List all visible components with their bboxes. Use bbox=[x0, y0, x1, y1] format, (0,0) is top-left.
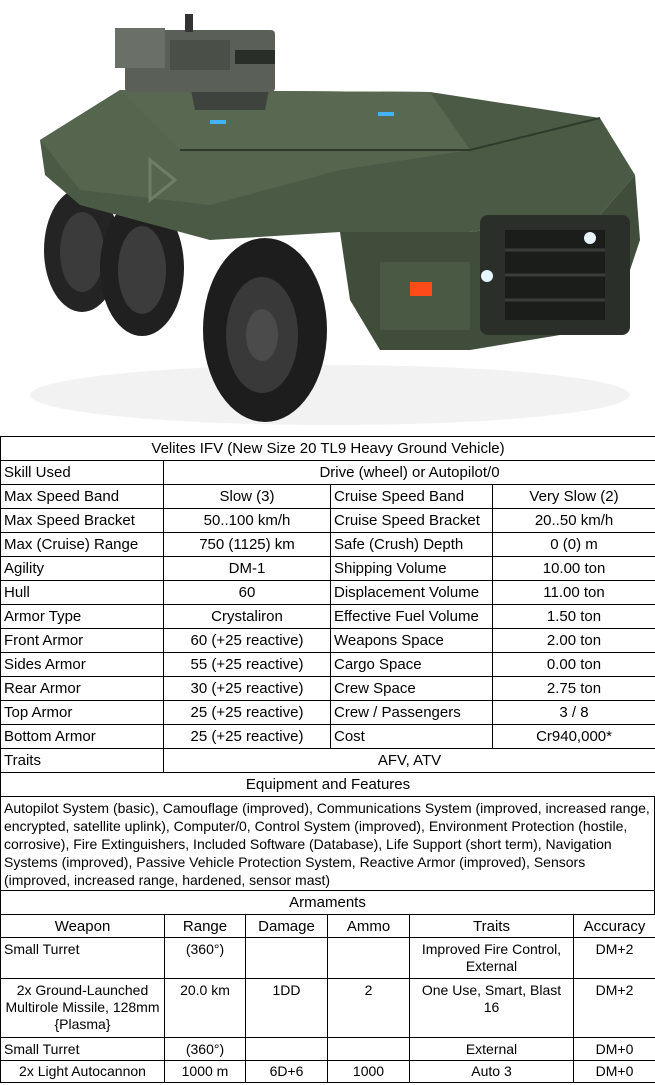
stat-row bbox=[1, 701, 655, 725]
stat-value: 25 (+25 reactive) bbox=[164, 701, 331, 725]
armament-row bbox=[1, 938, 655, 979]
stat-value: Crystaliron bbox=[164, 605, 331, 629]
armament-row bbox=[1, 979, 655, 1038]
range-cell: (360°) bbox=[165, 938, 246, 979]
stat-value: DM-1 bbox=[164, 557, 331, 581]
stat-label: Safe (Crush) Depth bbox=[331, 533, 493, 557]
stat-value: 25 (+25 reactive) bbox=[164, 725, 331, 749]
damage-cell bbox=[246, 938, 328, 979]
column-header: Accuracy bbox=[574, 915, 655, 938]
stat-label: Cost bbox=[331, 725, 493, 749]
spec-table bbox=[0, 436, 655, 797]
accuracy-cell: DM+2 bbox=[574, 979, 655, 1038]
stat-label: Sides Armor bbox=[1, 653, 164, 677]
accuracy-cell: DM+0 bbox=[574, 1061, 655, 1083]
stat-row bbox=[1, 653, 655, 677]
stat-value: 0.00 ton bbox=[493, 653, 655, 677]
stat-label: Top Armor bbox=[1, 701, 164, 725]
damage-cell bbox=[246, 1038, 328, 1061]
stat-value: Very Slow (2) bbox=[493, 485, 655, 509]
traits-row bbox=[1, 749, 655, 773]
equipment-heading-row bbox=[1, 773, 655, 797]
equipment-row bbox=[1, 797, 655, 891]
vehicle-illustration bbox=[0, 0, 655, 436]
armaments-header-row bbox=[1, 915, 655, 938]
ammo-cell bbox=[328, 938, 410, 979]
stat-value: 2.75 ton bbox=[493, 677, 655, 701]
damage-cell: 6D+6 bbox=[246, 1061, 328, 1083]
stat-value: 3 / 8 bbox=[493, 701, 655, 725]
stat-label: Cargo Space bbox=[331, 653, 493, 677]
stat-value: 30 (+25 reactive) bbox=[164, 677, 331, 701]
stat-label: Crew / Passengers bbox=[331, 701, 493, 725]
vehicle-title: Velites IFV (New Size 20 TL9 Heavy Ground Vehicle) bbox=[1, 437, 655, 461]
weapon-cell: 2x Ground-Launched Multirole Missile, 128mm {Plasma} bbox=[1, 979, 165, 1038]
stat-label: Front Armor bbox=[1, 629, 164, 653]
stat-value: 50..100 km/h bbox=[164, 509, 331, 533]
range-cell: 1000 m bbox=[165, 1061, 246, 1083]
stat-value: 60 (+25 reactive) bbox=[164, 629, 331, 653]
traits-label: Traits bbox=[1, 749, 164, 773]
stat-row bbox=[1, 629, 655, 653]
stat-value: 0 (0) m bbox=[493, 533, 655, 557]
stat-label: Cruise Speed Band bbox=[331, 485, 493, 509]
armaments-table bbox=[0, 914, 655, 1083]
equipment-text: Autopilot System (basic), Camouflage (improved), Communications System (improved, increased range, encrypted, satellite uplink), Computer/0, Control System (improved), Environment Protection (hostile, corrosive), Fire Extinguishers, Included Software (Database), Life Support (short term), Navigation Systems (improved), Passive Vehicle Protection System, Reactive Armor (improved), Sensors (improved, increased range, hardened, sensor mast) bbox=[1, 797, 655, 891]
stat-label: Crew Space bbox=[331, 677, 493, 701]
skill-label: Skill Used bbox=[1, 461, 164, 485]
armaments-heading-table bbox=[0, 890, 655, 915]
equipment-table bbox=[0, 796, 655, 891]
stat-label: Agility bbox=[1, 557, 164, 581]
stat-label: Max Speed Band bbox=[1, 485, 164, 509]
traits-value: AFV, ATV bbox=[164, 749, 655, 773]
stat-row bbox=[1, 725, 655, 749]
stat-value: 750 (1125) km bbox=[164, 533, 331, 557]
stat-label: Hull bbox=[1, 581, 164, 605]
stat-value: 1.50 ton bbox=[493, 605, 655, 629]
stat-value: 11.00 ton bbox=[493, 581, 655, 605]
skill-row bbox=[1, 461, 655, 485]
stat-value: Slow (3) bbox=[164, 485, 331, 509]
weapon-cell: Small Turret bbox=[1, 938, 165, 979]
stat-row bbox=[1, 677, 655, 701]
column-header: Weapon bbox=[1, 915, 165, 938]
traits-cell: Improved Fire Control, External bbox=[410, 938, 574, 979]
title-row bbox=[1, 437, 655, 461]
stat-row bbox=[1, 533, 655, 557]
column-header: Range bbox=[165, 915, 246, 938]
traits-cell: Auto 3 bbox=[410, 1061, 574, 1083]
armament-row bbox=[1, 1061, 655, 1083]
ammo-cell: 2 bbox=[328, 979, 410, 1038]
column-header: Traits bbox=[410, 915, 574, 938]
stat-row bbox=[1, 605, 655, 629]
armaments-heading-row bbox=[1, 891, 655, 915]
stat-label: Max Speed Bracket bbox=[1, 509, 164, 533]
ammo-cell bbox=[328, 1038, 410, 1061]
stat-value: 2.00 ton bbox=[493, 629, 655, 653]
stat-value: Cr940,000* bbox=[493, 725, 655, 749]
armament-row bbox=[1, 1038, 655, 1061]
weapon-cell: Small Turret bbox=[1, 1038, 165, 1061]
accuracy-cell: DM+0 bbox=[574, 1038, 655, 1061]
column-header: Ammo bbox=[328, 915, 410, 938]
weapon-cell: 2x Light Autocannon bbox=[1, 1061, 165, 1083]
armaments-heading: Armaments bbox=[1, 891, 655, 915]
vehicle-image bbox=[0, 0, 655, 436]
accuracy-cell: DM+2 bbox=[574, 938, 655, 979]
stat-label: Cruise Speed Bracket bbox=[331, 509, 493, 533]
stat-value: 60 bbox=[164, 581, 331, 605]
stat-label: Effective Fuel Volume bbox=[331, 605, 493, 629]
traits-cell: External bbox=[410, 1038, 574, 1061]
ammo-cell: 1000 bbox=[328, 1061, 410, 1083]
equipment-heading: Equipment and Features bbox=[1, 773, 655, 797]
stat-label: Weapons Space bbox=[331, 629, 493, 653]
damage-cell: 1DD bbox=[246, 979, 328, 1038]
range-cell: 20.0 km bbox=[165, 979, 246, 1038]
stat-label: Rear Armor bbox=[1, 677, 164, 701]
stat-row bbox=[1, 557, 655, 581]
stat-value: 10.00 ton bbox=[493, 557, 655, 581]
traits-cell: One Use, Smart, Blast 16 bbox=[410, 979, 574, 1038]
stat-label: Shipping Volume bbox=[331, 557, 493, 581]
stat-row bbox=[1, 485, 655, 509]
stat-value: 20..50 km/h bbox=[493, 509, 655, 533]
column-header: Damage bbox=[246, 915, 328, 938]
stat-label: Armor Type bbox=[1, 605, 164, 629]
stat-row bbox=[1, 509, 655, 533]
ground-shadow bbox=[30, 365, 630, 425]
stat-row bbox=[1, 581, 655, 605]
stat-label: Bottom Armor bbox=[1, 725, 164, 749]
skill-value: Drive (wheel) or Autopilot/0 bbox=[164, 461, 655, 485]
stat-value: 55 (+25 reactive) bbox=[164, 653, 331, 677]
stat-label: Max (Cruise) Range bbox=[1, 533, 164, 557]
stat-label: Displacement Volume bbox=[331, 581, 493, 605]
range-cell: (360°) bbox=[165, 1038, 246, 1061]
